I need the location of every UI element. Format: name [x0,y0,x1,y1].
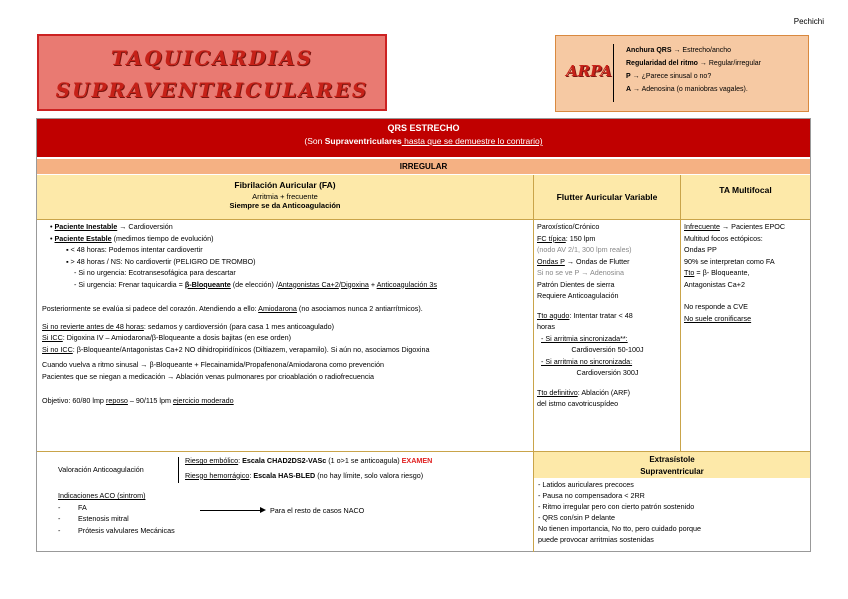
fa-line: • Paciente Inestable → Cardioversión [50,222,173,231]
arpa-brace [613,44,620,102]
flutter-line: Cardioversión 50-100J [571,345,644,354]
flutter-line: - Si arritmia no sincronizada: [541,356,633,366]
flutter-line: horas [537,322,555,331]
extrasistole-item: - Latidos auriculares precoces [538,480,634,489]
flutter-line: Si no se ve P → Adenosina [537,268,624,277]
extrasistole-title1: Extrasístole [649,455,695,464]
fa-line: • Paciente Estable (medimos tiempo de evolución) [50,233,214,243]
ta-line: Multitud focos ectópicos: [684,233,763,243]
ta-line: 90% se interpretan como FA [684,256,775,266]
fa-body [42,221,530,407]
divider [680,175,681,452]
anticoag-brace [178,457,184,483]
qrs-subtitle: (Son Supraventriculares hasta que se demuestre lo contrario) [304,136,543,146]
title-banner [37,34,387,111]
title-line-2: SUPRAVENTRICULARES [55,78,369,102]
title-line-1: TAQUICARDIAS [110,46,314,70]
fa-line: ▪ > 48 horas / NS: No cardiovertir (PELIGRO DE TROMBO) [66,256,256,266]
divider [533,175,534,552]
arrow-line [200,510,262,511]
flutter-line: del istmo cavotricuspídeo [537,399,619,408]
arpa-item: Anchura QRS → Estrecho/ancho [626,47,732,54]
fa-line: Posteriormente se evalúa si padece del corazón. Atendiendo a ello: Amiodarona (no asociamos nunca 2 antiarrítmicos). [42,304,423,313]
arpa-item: P → ¿Parece sinusal o no? [626,73,712,80]
ta-header: TA Multifocal [681,175,810,219]
arpa-item: Regularidad del ritmo → Regular/irregular [626,60,762,67]
divider [37,219,810,220]
aco-item: - Prótesis valvulares Mecánicas [58,525,175,535]
extrasistole-note: No tienen importancia, No tto, pero cuidado porque [538,524,702,533]
fa-line: Si ICC: Digoxina IV – Amiodarona/β-Bloqueante a dosis bajitas (en ese orden) [42,333,292,342]
fa-sub2: Siempre se da Anticoagulación [229,201,341,210]
flutter-line: (nodo AV 2/1, 300 lpm reales) [537,245,632,254]
fa-header [37,175,533,219]
naco-note: Para el resto de casos NACO [270,506,365,515]
extrasistole-item: - QRS con/sin P delante [538,513,615,522]
aco-item: - FA [58,502,87,512]
ta-line: No responde a CVE [684,302,748,311]
fa-line: Si no ICC: β-Bloqueante/Antagonistas Ca+2 NO dihidropiridínicos (Diltiazem, verapamilo). Si aún no, asociamos Digoxina [42,344,430,354]
fa-sub1: Arritmia + frecuente [252,192,318,201]
qrs-title: QRS ESTRECHO [387,123,460,133]
author-name: Pechichi [793,17,824,26]
flutter-line: Cardioversión 300J [576,368,639,377]
ta-line: Antagonistas Ca+2 [684,279,745,289]
risk-embolic: Riesgo embólico: Escala CHAD2DS2-VASc (1 o>1 se anticoagula) EXAMEN [185,456,433,465]
fa-line: ▪ < 48 horas: Podemos intentar cardiovertir [66,245,203,254]
fa-line: Cuando vuelva a ritmo sinusal → β-Bloqueante + Flecainamida/Propafenona/Amiodarona como prevención [42,360,384,369]
flutter-line: Patrón Dientes de sierra [537,279,615,289]
anticoag-risks [185,455,432,481]
flutter-line: Tto agudo: Intentar tratar < 48 [537,310,633,320]
irregular-header: IRREGULAR [37,159,810,174]
flutter-line: - Si arritmia sincronizada**: [541,333,628,343]
ta-line: Infrecuente → Pacientes EPOC [684,222,786,231]
fa-line: Si no revierte antes de 48 horas: sedamos y cardioversión (para casa 1 mes anticoagulado) [42,321,335,331]
fa-line: Pacientes que se niegan a medicación → Ablación venas pulmonares por crioablación o radiofrecuencia [42,371,375,381]
fa-title: Fibrilación Auricular (FA) [234,180,336,190]
aco-title: Indicaciones ACO (sintrom) [58,491,146,500]
flutter-line: Ondas P → Ondas de Flutter [537,256,630,266]
ta-line: Tto = β- Bloqueante, [684,268,750,277]
arpa-item: A → Adenosina (o maniobras vagales). [626,86,748,93]
qrs-header [37,119,810,157]
extrasistole-note: puede provocar arritmias sostenidas [538,535,654,544]
arrow-right-icon [260,507,266,513]
arpa-box [555,35,809,112]
extrasistole-header [534,452,810,478]
flutter-line: Paroxístico/Crónico [537,222,600,231]
fa-line: - Si urgencia: Frenar taquicardia = β-Bloqueante (de elección) /Antagonistas Ca+2/Digoxina + Anticoagulación 3s [74,279,437,289]
anticoag-label: Valoración Anticoagulación [58,465,144,474]
flutter-line: Requiere Anticoagulación [537,291,619,300]
flutter-body [537,221,678,410]
aco-item: - Estenosis mitral [58,514,129,523]
ta-body [684,221,808,324]
flutter-line: FC típica: 150 lpm [537,233,596,243]
arpa-list [626,44,761,96]
extrasistole-item: - Ritmo irregular pero con cierto patrón sostenido [538,502,695,511]
ta-line: Ondas PP [684,245,717,254]
fa-line: - Si no urgencia: Ecotransesofágica para descartar [74,268,236,277]
flutter-line: Tto definitivo: Ablación (ARF) [537,387,631,397]
arpa-word: ARPA [566,62,612,80]
extrasistole-title2: Supraventricular [640,467,704,476]
extrasistole-item: - Pausa no compensadora < 2RR [538,491,645,500]
ta-line: No suele cronificarse [684,313,752,323]
risk-hemorrhagic: Riesgo hemorrágico: Escala HAS-BLED (no hay límite, solo valora riesgo) [185,470,424,480]
fa-objective: Objetivo: 60/80 lmp reposo – 90/115 lpm ejercicio moderado [42,396,234,405]
flutter-header: Flutter Auricular Variable [534,175,680,219]
extrasistole-body [538,479,808,545]
